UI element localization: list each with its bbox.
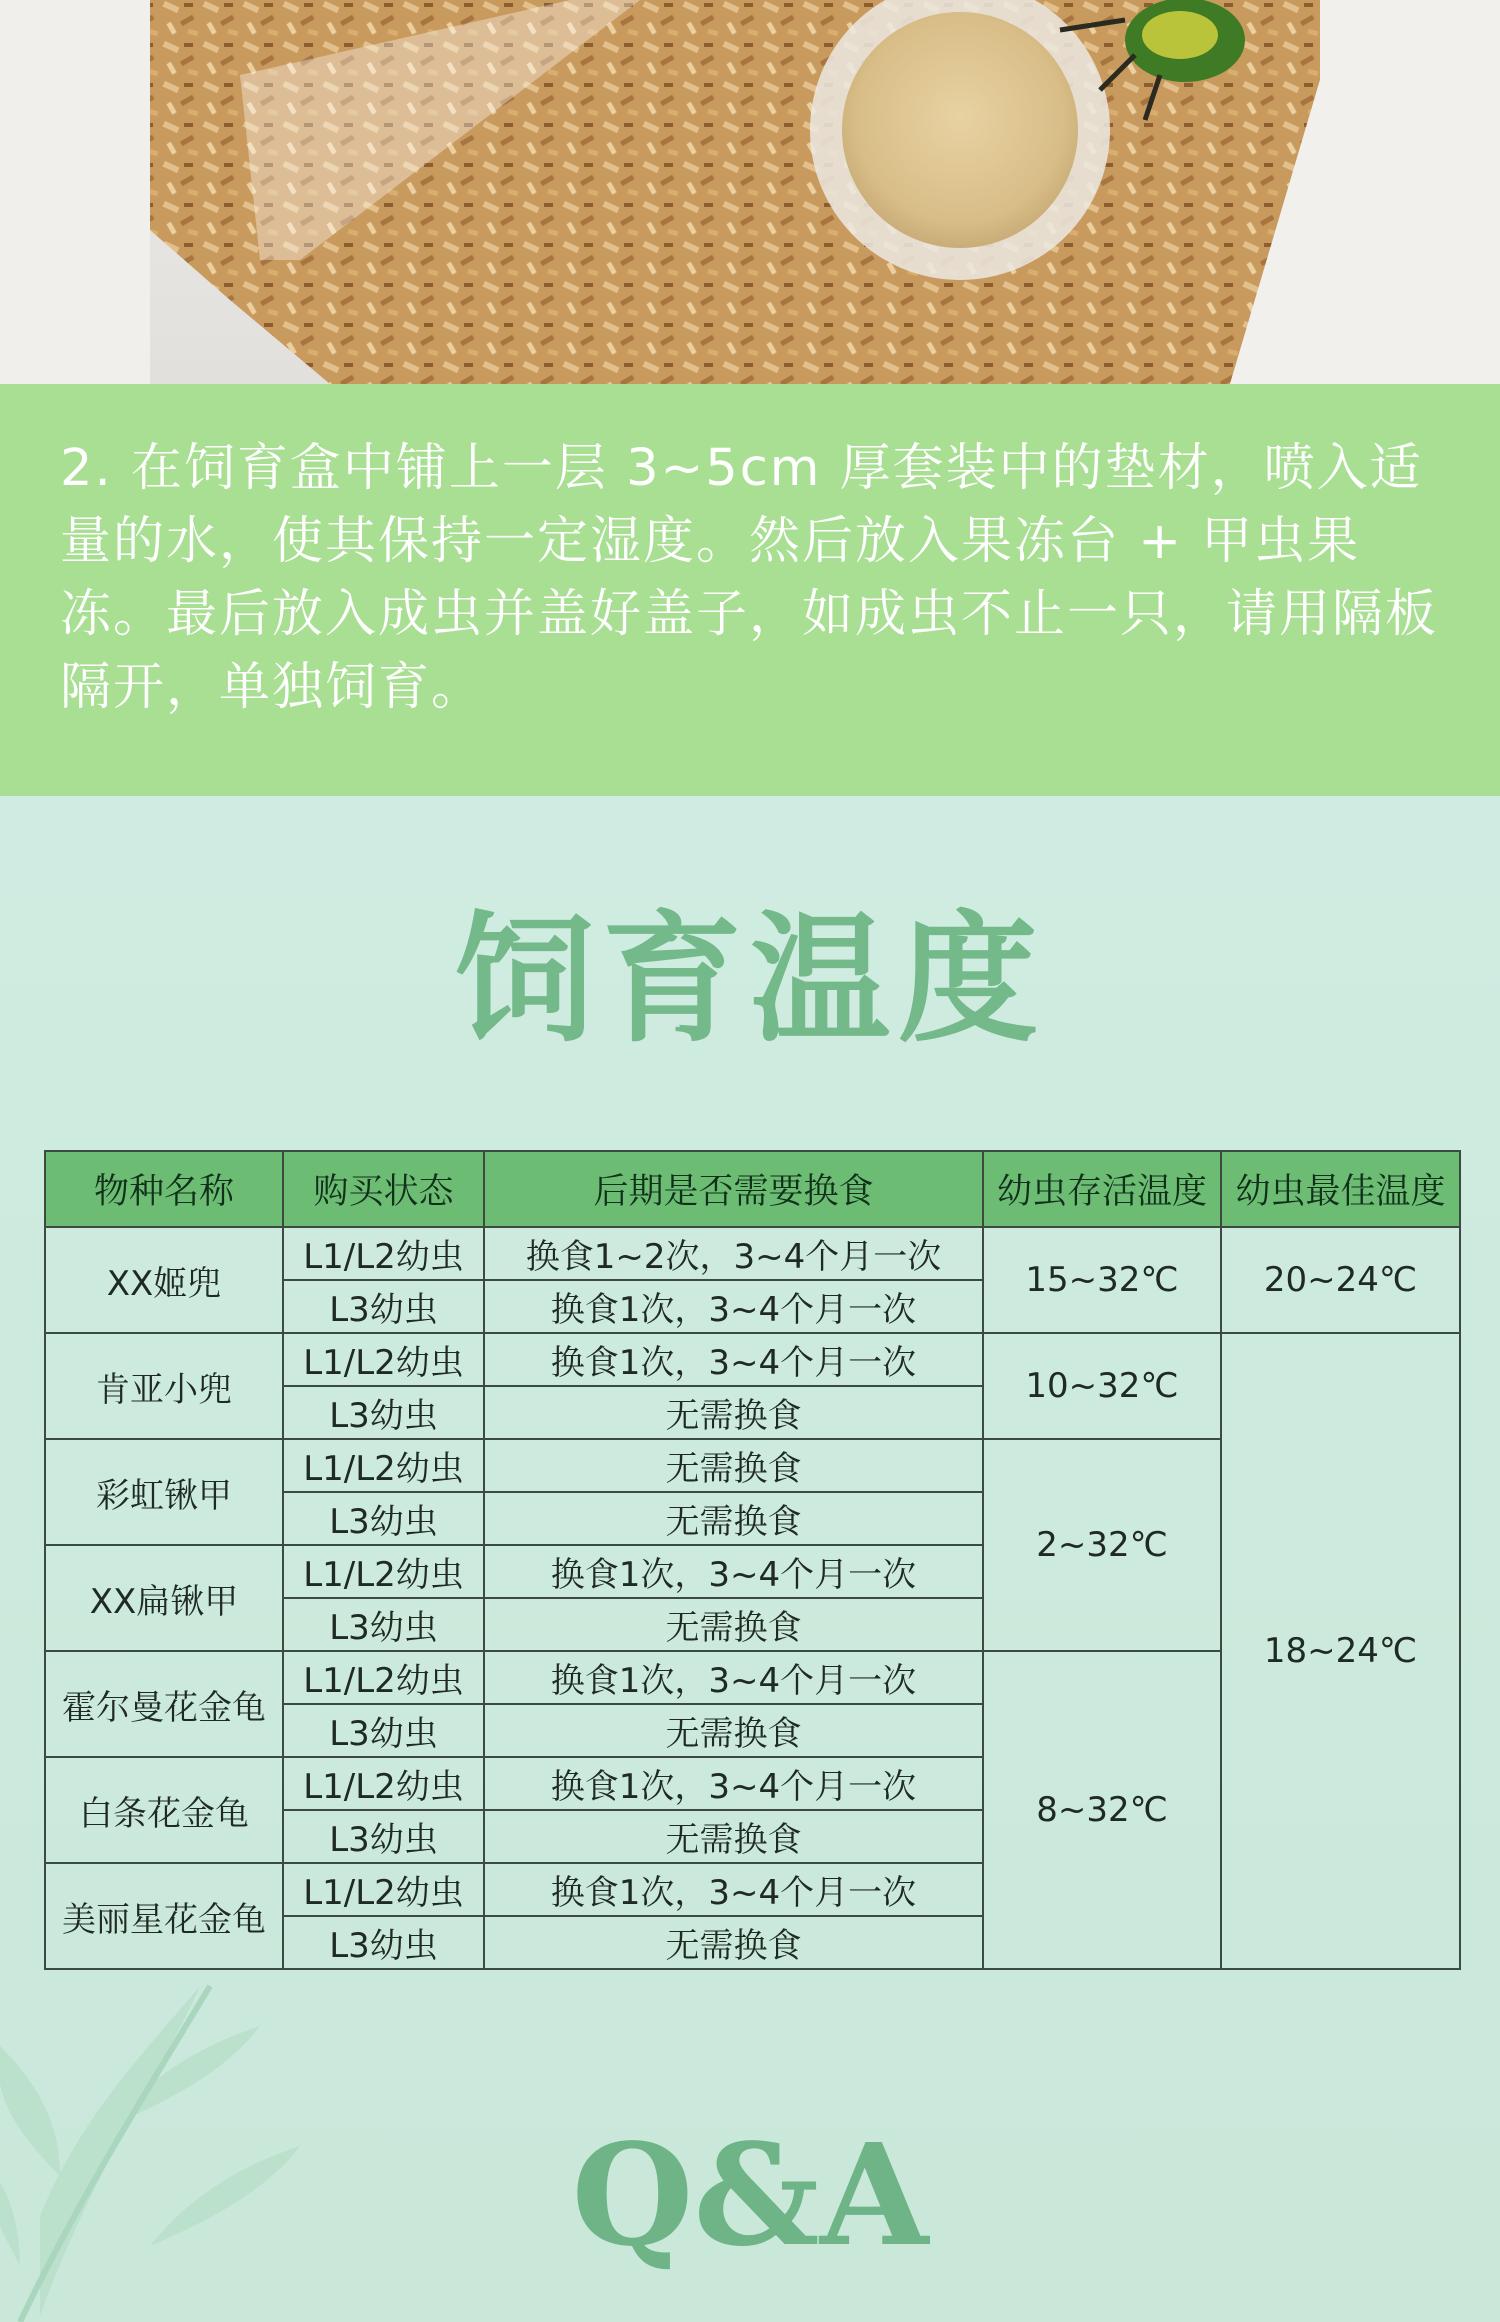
state-cell: L1/L2幼虫: [283, 1439, 484, 1492]
state-cell: L3幼虫: [283, 1386, 484, 1439]
food-cell: 无需换食: [484, 1439, 983, 1492]
table-header-row: [45, 1151, 1460, 1227]
table-row: [45, 1333, 1460, 1386]
food-cell: 无需换食: [484, 1598, 983, 1651]
food-cell: 无需换食: [484, 1492, 983, 1545]
species-cell: 霍尔曼花金龟: [45, 1651, 283, 1757]
header-species: 物种名称: [45, 1151, 283, 1227]
state-cell: L3幼虫: [283, 1704, 484, 1757]
species-cell: 肯亚小兜: [45, 1333, 283, 1439]
state-cell: L3幼虫: [283, 1492, 484, 1545]
survival-temp-cell: 15~32℃: [983, 1227, 1221, 1333]
food-cell: 无需换食: [484, 1704, 983, 1757]
header-survival-temp: 幼虫存活温度: [983, 1151, 1221, 1227]
food-cell: 换食1次，3~4个月一次: [484, 1863, 983, 1916]
header-state: 购买状态: [283, 1151, 484, 1227]
food-cell: 换食1次，3~4个月一次: [484, 1545, 983, 1598]
state-cell: L3幼虫: [283, 1598, 484, 1651]
header-optimal-temp: 幼虫最佳温度: [1221, 1151, 1460, 1227]
state-cell: L1/L2幼虫: [283, 1863, 484, 1916]
state-cell: L1/L2幼虫: [283, 1545, 484, 1598]
food-cell: 换食1~2次，3~4个月一次: [484, 1227, 983, 1280]
food-cell: 无需换食: [484, 1386, 983, 1439]
food-cell: 换食1次，3~4个月一次: [484, 1333, 983, 1386]
state-cell: L1/L2幼虫: [283, 1757, 484, 1810]
state-cell: L3幼虫: [283, 1280, 484, 1333]
species-cell: 彩虹锹甲: [45, 1439, 283, 1545]
temperature-section: [0, 796, 1500, 2322]
optimal-temp-cell: 20~24℃: [1221, 1227, 1460, 1333]
food-cell: 换食1次，3~4个月一次: [484, 1757, 983, 1810]
state-cell: L3幼虫: [283, 1810, 484, 1863]
survival-temp-cell: 10~32℃: [983, 1333, 1221, 1439]
temperature-table: [44, 1150, 1461, 1970]
optimal-temp-cell: 18~24℃: [1221, 1333, 1460, 1969]
state-cell: L1/L2幼虫: [283, 1333, 484, 1386]
state-cell: L1/L2幼虫: [283, 1651, 484, 1704]
instruction-band: [0, 384, 1500, 796]
qa-title: Q&A: [571, 2114, 929, 2278]
species-cell: XX姬兜: [45, 1227, 283, 1333]
survival-temp-cell: 8~32℃: [983, 1651, 1221, 1969]
enclosure-illustration: [0, 0, 1500, 384]
section-title: 饲育温度: [453, 899, 1046, 1062]
species-cell: 白条花金龟: [45, 1757, 283, 1863]
food-cell: 换食1次，3~4个月一次: [484, 1651, 983, 1704]
state-cell: L3幼虫: [283, 1916, 484, 1969]
species-cell: 美丽星花金龟: [45, 1863, 283, 1969]
food-cell: 无需换食: [484, 1916, 983, 1969]
instruction-text: 2. 在饲育盒中铺上一层 3~5cm 厚套装中的垫材，喷入适量的水，使其保持一定湿度。然后放入果冻台 + 甲虫果冻。最后放入成虫并盖好盖子，如成虫不止一只，请用隔板隔开，单独饲育。: [60, 439, 1439, 717]
table-row: [45, 1227, 1460, 1280]
food-cell: 无需换食: [484, 1810, 983, 1863]
state-cell: L1/L2幼虫: [283, 1227, 484, 1280]
hero-photo: [0, 0, 1500, 384]
header-food: 后期是否需要换食: [484, 1151, 983, 1227]
survival-temp-cell: 2~32℃: [983, 1439, 1221, 1651]
food-cell: 换食1次，3~4个月一次: [484, 1280, 983, 1333]
species-cell: XX扁锹甲: [45, 1545, 283, 1651]
